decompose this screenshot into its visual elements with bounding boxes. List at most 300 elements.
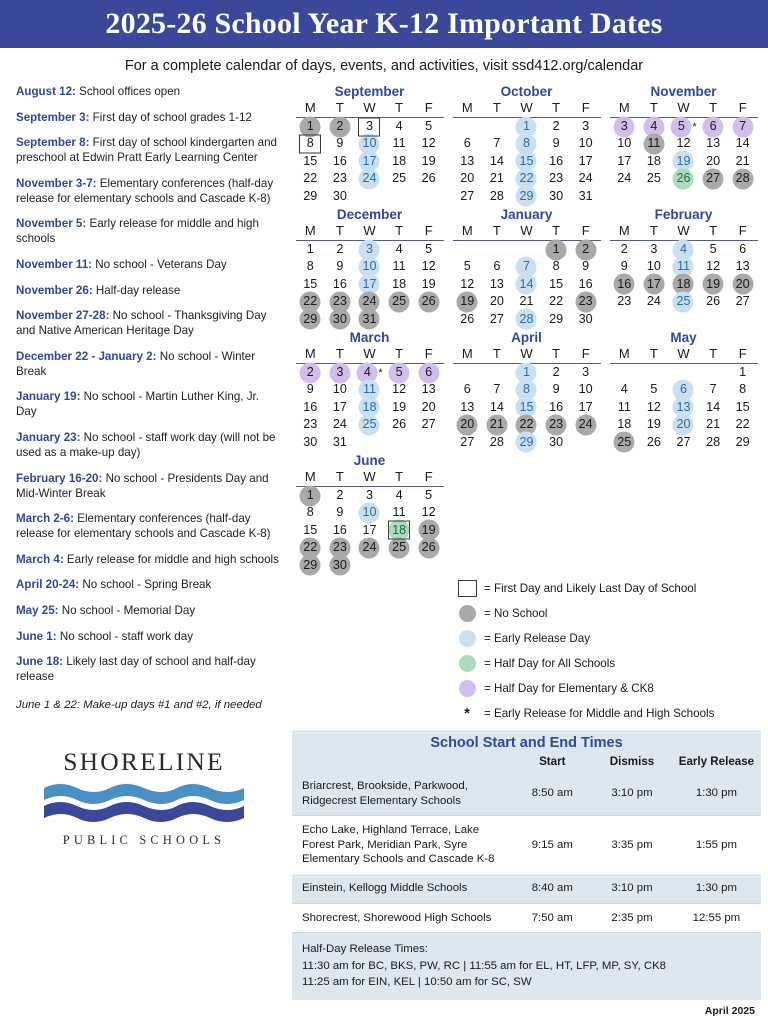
important-dates-list: [16, 84, 282, 684]
early-release-asterisk: *: [692, 121, 697, 133]
day-cell: [296, 153, 326, 171]
day-number-wrap: [418, 241, 440, 258]
day-number-wrap: [456, 416, 478, 433]
day-number: 27: [676, 434, 691, 449]
day-number-wrap: [515, 153, 537, 170]
day-cell: [482, 434, 512, 452]
day-cell: [325, 522, 355, 540]
day-cell: [639, 276, 669, 294]
day-cell: [296, 170, 326, 188]
empty-day-cell: [355, 557, 385, 575]
day-number-wrap: [388, 241, 410, 258]
wave-graphic-icon: [44, 780, 244, 824]
day-number-wrap: [456, 135, 478, 152]
empty-day-cell: [355, 434, 385, 452]
day-number: 28: [706, 434, 721, 449]
day-number-wrap: [486, 135, 508, 152]
date-description: School offices open: [75, 85, 181, 98]
empty-day-cell: [414, 557, 444, 575]
week-row: [296, 416, 444, 434]
day-cell: [639, 241, 669, 259]
day-number: 23: [578, 294, 593, 309]
day-number: 8: [522, 136, 530, 151]
day-cell: [512, 188, 542, 206]
day-number: 4: [650, 119, 658, 133]
day-cell: [639, 153, 669, 171]
day-cell: [296, 557, 326, 575]
week-row: [453, 311, 601, 329]
day-number-wrap: [329, 539, 351, 556]
day-number: 16: [549, 399, 564, 414]
weekday-header: T: [384, 469, 414, 487]
date-label: February 16-20:: [16, 471, 103, 485]
day-number: 20: [460, 171, 475, 186]
day-number-wrap: [613, 381, 635, 398]
day-cell: [482, 399, 512, 417]
day-number-wrap: [358, 135, 380, 152]
body-wrap: [0, 84, 768, 1017]
start-time-cell: 9:15 am: [512, 816, 592, 874]
day-number-wrap: [643, 416, 665, 433]
day-cell: [482, 188, 512, 206]
week-row: [296, 241, 444, 259]
day-number-wrap: [329, 504, 351, 521]
date-description: No school - staff work day: [56, 629, 193, 643]
day-cell: [325, 539, 355, 557]
week-row: [610, 153, 758, 171]
day-number-wrap: [515, 276, 537, 293]
day-cell: [296, 522, 326, 540]
day-number-wrap: [456, 311, 478, 328]
day-number-wrap: [299, 188, 321, 205]
day-number: 27: [489, 311, 504, 326]
day-number: 24: [646, 294, 661, 309]
day-number-wrap: [575, 170, 597, 187]
day-number-wrap: [672, 241, 694, 258]
empty-day-cell: [482, 364, 512, 382]
day-number-wrap: [732, 258, 754, 275]
weekday-header: W: [355, 346, 385, 364]
day-number-wrap: [358, 118, 380, 135]
day-cell: [639, 170, 669, 188]
day-number-wrap: [329, 258, 351, 275]
day-number-wrap: [732, 434, 754, 451]
day-number: 24: [578, 417, 593, 432]
day-number-wrap: [329, 293, 351, 310]
day-cell: [384, 118, 414, 136]
day-cell: [325, 434, 355, 452]
day-cell: [541, 241, 571, 259]
times-table-row: [292, 772, 761, 816]
date-description: No school - Martin Luther King, Jr. Day: [16, 390, 259, 419]
week-row: [296, 434, 444, 452]
day-number: 14: [489, 399, 504, 414]
early-release-asterisk: *: [378, 367, 383, 379]
day-cell: [512, 135, 542, 153]
day-number: 5: [425, 242, 433, 256]
day-cell: [728, 135, 758, 153]
weekday-header: M: [296, 469, 326, 487]
weekday-header: W: [355, 223, 385, 241]
day-number-wrap: [672, 153, 694, 170]
day-number: 15: [519, 153, 534, 168]
day-number: 21: [519, 294, 534, 309]
weekday-header: T: [698, 100, 728, 118]
early-release-time-cell: 1:55 pm: [672, 816, 761, 874]
month-calendar: [292, 84, 447, 205]
day-number-wrap: [515, 364, 537, 381]
weekday-header-row: [610, 346, 758, 364]
day-number: 12: [421, 505, 436, 520]
logo-wordmark: SHORELINE: [63, 747, 225, 777]
day-number: 15: [303, 153, 318, 168]
day-number-wrap: [456, 293, 478, 310]
empty-day-cell: [384, 434, 414, 452]
month-name: February: [654, 207, 713, 222]
day-number: 28: [489, 434, 504, 449]
day-number-wrap: [575, 416, 597, 433]
weekday-header: W: [512, 100, 542, 118]
day-number-wrap: [732, 399, 754, 416]
weekday-header: W: [669, 346, 699, 364]
day-cell: [453, 381, 483, 399]
day-number: 8: [306, 136, 314, 151]
week-row: [296, 487, 444, 505]
day-cell: [453, 276, 483, 294]
day-cell: [325, 293, 355, 311]
day-cell: [541, 381, 571, 399]
day-number: 1: [306, 488, 314, 502]
day-number-wrap: [643, 135, 665, 152]
day-number: 4: [363, 365, 371, 379]
day-number: 21: [489, 171, 504, 186]
date-label: November 26:: [16, 283, 93, 297]
week-row: [610, 170, 758, 188]
day-number: 24: [578, 171, 593, 186]
day-number-wrap: [732, 381, 754, 398]
day-number-wrap: [418, 258, 440, 275]
day-cell: [296, 504, 326, 522]
week-row: [453, 188, 601, 206]
week-row: [453, 399, 601, 417]
day-number: 29: [519, 188, 534, 203]
day-number: 30: [549, 188, 564, 203]
day-number: 2: [336, 242, 344, 256]
day-number-wrap: [358, 258, 380, 275]
weekday-header-row: [296, 223, 444, 241]
day-number: 17: [362, 153, 377, 168]
day-number: 27: [735, 294, 750, 309]
day-number: 18: [392, 522, 407, 537]
day-number-wrap: [643, 241, 665, 258]
day-cell: [728, 153, 758, 171]
weekday-header: T: [482, 346, 512, 364]
day-cell: [541, 416, 571, 434]
day-number-wrap: [702, 258, 724, 275]
important-date-item: [16, 603, 282, 618]
day-number: 13: [460, 153, 475, 168]
week-row: [296, 381, 444, 399]
day-number: 23: [303, 417, 318, 432]
day-number-wrap: [329, 416, 351, 433]
early-release-time-cell: 12:55 pm: [672, 903, 761, 932]
week-row: [610, 258, 758, 276]
month-grid-container: [292, 84, 761, 574]
day-number-wrap: [329, 364, 351, 381]
weekday-header-row: [296, 100, 444, 118]
day-number: 28: [489, 188, 504, 203]
day-number: 1: [306, 119, 314, 133]
calendar-row: [292, 84, 761, 205]
weekday-header: F: [728, 223, 758, 241]
day-cell: [414, 118, 444, 136]
month-name: December: [336, 207, 403, 222]
day-cell: [325, 188, 355, 206]
week-row: [296, 118, 444, 136]
day-cell: [355, 135, 385, 153]
day-cell: [453, 153, 483, 171]
week-row: [453, 364, 601, 382]
day-cell: [453, 188, 483, 206]
day-number: 12: [421, 136, 436, 151]
day-number: 18: [362, 399, 377, 414]
day-cell: [355, 118, 385, 136]
day-number: 26: [392, 417, 407, 432]
week-row: [453, 381, 601, 399]
day-number-wrap: [329, 399, 351, 416]
day-number-wrap: [299, 170, 321, 187]
day-number-wrap: [456, 381, 478, 398]
day-number-wrap: [613, 276, 635, 293]
day-number: 19: [421, 153, 436, 168]
day-cell: [728, 364, 758, 382]
day-cell: [355, 311, 385, 329]
weekday-header: M: [296, 100, 326, 118]
day-cell: [384, 381, 414, 399]
day-number: 4: [679, 242, 687, 256]
week-row: [296, 504, 444, 522]
date-label: September 3:: [16, 110, 90, 124]
day-number: 26: [646, 434, 661, 449]
important-date-item: [16, 176, 282, 206]
day-cell: [325, 416, 355, 434]
day-number: 3: [582, 365, 590, 379]
day-number: 8: [306, 259, 314, 274]
date-label: November 5:: [16, 217, 87, 231]
day-cell: [541, 188, 571, 206]
weekday-header: T: [639, 346, 669, 364]
day-cell: [414, 135, 444, 153]
important-date-item: [16, 308, 282, 338]
day-number-wrap: [329, 188, 351, 205]
day-cell: [669, 381, 699, 399]
day-cell: [414, 399, 444, 417]
day-number: 8: [522, 382, 530, 397]
day-number-wrap: [358, 311, 380, 328]
day-cell: [571, 188, 601, 206]
day-number: 26: [421, 171, 436, 186]
schools-cell: Shorecrest, Shorewood High Schools: [292, 903, 512, 932]
day-number-wrap: [388, 487, 410, 504]
day-cell: [541, 276, 571, 294]
day-number-wrap: [299, 364, 321, 381]
day-cell: [610, 399, 640, 417]
day-number: 5: [463, 259, 471, 274]
day-cell: [571, 135, 601, 153]
month-grid: [610, 223, 758, 311]
day-number: 30: [332, 311, 347, 326]
day-cell: [639, 135, 669, 153]
day-number-wrap: [456, 276, 478, 293]
day-number: 11: [392, 136, 406, 151]
day-number: 13: [460, 399, 475, 414]
schools-cell: Echo Lake, Highland Terrace, Lake Forest Park, Meridian Park, Syre Elementary Schools and Cascade K-8: [292, 816, 512, 874]
times-table-row: [292, 816, 761, 874]
day-cell: [355, 381, 385, 399]
day-cell: [571, 118, 601, 136]
day-number: 29: [303, 557, 318, 572]
day-number: 22: [303, 540, 318, 555]
day-number-wrap: [299, 399, 321, 416]
month-grid: [453, 346, 601, 451]
day-number-wrap: [388, 522, 410, 539]
day-cell: [728, 416, 758, 434]
day-cell: [384, 135, 414, 153]
day-number: 18: [676, 276, 691, 291]
week-row: [610, 416, 758, 434]
dismiss-time-cell: 3:10 pm: [592, 772, 672, 816]
day-number-wrap: [515, 188, 537, 205]
day-number: 29: [549, 311, 564, 326]
day-number: 9: [582, 259, 590, 274]
day-cell: [325, 381, 355, 399]
day-number-wrap: [672, 276, 694, 293]
day-number-wrap: [329, 522, 351, 539]
date-description: First day of school kindergarten and preschool at Edwin Pratt Early Learning Center: [16, 136, 277, 165]
early-release-time-cell: 1:30 pm: [672, 772, 761, 816]
footer-date: April 2025: [704, 1004, 755, 1017]
date-label: January 19:: [16, 390, 81, 404]
day-number: 26: [460, 311, 475, 326]
day-number: 16: [578, 276, 593, 291]
empty-day-cell: [571, 434, 601, 452]
day-cell: [512, 276, 542, 294]
weekday-header: W: [355, 100, 385, 118]
day-number: 23: [332, 171, 347, 186]
day-number: 1: [739, 365, 747, 379]
day-number: 19: [421, 522, 436, 537]
empty-day-cell: [414, 311, 444, 329]
day-cell: [296, 487, 326, 505]
schools-cell: Einstein, Kellogg Middle Schools: [292, 874, 512, 903]
day-number-wrap: [388, 153, 410, 170]
legend-row: [450, 705, 761, 722]
day-cell: [512, 170, 542, 188]
day-number: 18: [617, 417, 632, 432]
day-cell: [571, 293, 601, 311]
empty-day-cell: [414, 434, 444, 452]
weekday-header: F: [571, 223, 601, 241]
day-cell: [296, 381, 326, 399]
date-label: November 27-28:: [16, 309, 110, 323]
day-number-wrap: [388, 118, 410, 135]
date-description: Elementary conferences (half-day release for elementary schools and Cascade K-8): [16, 176, 274, 205]
weekday-header: M: [610, 223, 640, 241]
date-description: First day of school grades 1-12: [89, 110, 252, 124]
weekday-header-row: [610, 100, 758, 118]
legend-dot-icon: [459, 630, 476, 647]
day-number-wrap: [329, 311, 351, 328]
day-cell: [453, 293, 483, 311]
day-number-wrap: [702, 241, 724, 258]
day-number-wrap: [299, 293, 321, 310]
day-number: 15: [735, 399, 750, 414]
month-name: March: [349, 330, 390, 345]
day-number-wrap: [456, 188, 478, 205]
weekday-header: W: [669, 100, 699, 118]
day-cell: [639, 258, 669, 276]
day-number: 19: [706, 276, 721, 291]
day-cell: [325, 311, 355, 329]
day-cell: [639, 381, 669, 399]
day-cell: [414, 504, 444, 522]
day-cell: [541, 135, 571, 153]
early-release-time-cell: 1:30 pm: [672, 874, 761, 903]
month-calendar: [292, 330, 447, 451]
day-number: 26: [421, 294, 436, 309]
day-number: 7: [709, 382, 717, 397]
day-number: 9: [552, 136, 560, 151]
date-description: Half-day release: [92, 283, 181, 297]
day-cell: [453, 399, 483, 417]
day-number: 27: [460, 434, 475, 449]
weekday-header: M: [296, 346, 326, 364]
day-cell: [482, 258, 512, 276]
important-date-item: [16, 257, 282, 272]
day-cell: [669, 416, 699, 434]
day-number-wrap: [575, 399, 597, 416]
day-number: 4: [620, 382, 628, 397]
calendar-row: [292, 330, 761, 451]
day-number-wrap: [358, 539, 380, 556]
day-number: 2: [336, 119, 344, 133]
month-calendar: [292, 207, 447, 328]
start-time-cell: 8:40 am: [512, 874, 592, 903]
day-number-wrap: [545, 258, 567, 275]
day-number-wrap: [613, 118, 635, 135]
day-cell: [482, 135, 512, 153]
date-label: December 22 - January 2:: [16, 349, 157, 363]
week-row: [453, 135, 601, 153]
empty-day-cell: [384, 188, 414, 206]
day-cell: [384, 293, 414, 311]
important-date-item: [16, 283, 282, 298]
day-cell: [728, 258, 758, 276]
legend-label: = Half Day for All Schools: [484, 657, 616, 670]
day-number: 3: [650, 242, 658, 256]
day-cell: [669, 258, 699, 276]
day-cell: [698, 258, 728, 276]
day-cell: [355, 504, 385, 522]
day-cell: [728, 241, 758, 259]
date-label: March 4:: [16, 552, 64, 566]
day-cell: [384, 416, 414, 434]
legend-label: = First Day and Likely Last Day of School: [484, 582, 697, 595]
day-cell: [512, 416, 542, 434]
day-number-wrap: [418, 381, 440, 398]
day-cell: [512, 258, 542, 276]
day-number: 24: [362, 171, 377, 186]
